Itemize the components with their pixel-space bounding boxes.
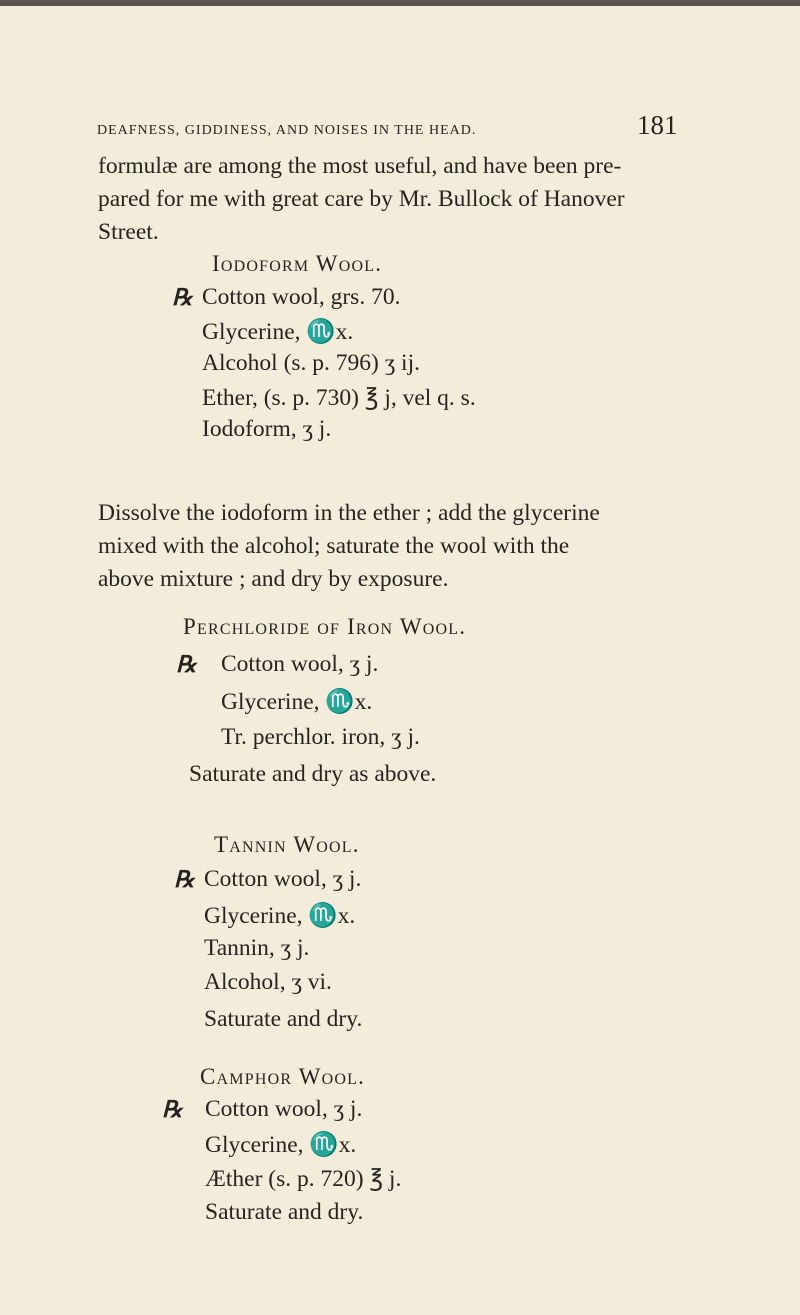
recipe-ingredient: Cotton wool, ʒ j. xyxy=(204,866,362,892)
recipe-ingredient: Glycerine, ♏x. xyxy=(221,689,373,715)
dissolve-paragraph xyxy=(98,497,708,596)
intro-line: formulæ are among the most useful, and have been pre- xyxy=(98,153,622,179)
camphor-rx-symbol: ℞ xyxy=(162,1097,183,1122)
recipe-ingredient: Cotton wool, ʒ j. xyxy=(221,651,379,677)
dissolve-line: Dissolve the iodoform in the ether ; add the glycerine xyxy=(98,500,600,526)
perchloride-rx-symbol: ℞ xyxy=(176,652,197,677)
iodoform-heading: Iodoform Wool. xyxy=(212,251,383,276)
perchloride-note: Saturate and dry as above. xyxy=(189,761,437,787)
tannin-heading: Tannin Wool. xyxy=(214,832,360,857)
recipe-ingredient: Cotton wool, grs. 70. xyxy=(202,284,401,310)
intro-line: pared for me with great care by Mr. Bullock of Hanover xyxy=(98,186,625,212)
dissolve-line: mixed with the alcohol; saturate the wool with the xyxy=(98,533,570,559)
camphor-heading: Camphor Wool. xyxy=(200,1064,366,1089)
intro-line: Street. xyxy=(98,219,159,245)
running-head xyxy=(97,110,697,140)
recipe-ingredient: Glycerine, ♏x. xyxy=(202,319,354,345)
recipe-ingredient: Alcohol (s. p. 796) ʒ ij. xyxy=(202,350,420,376)
recipe-ingredient: Tannin, ʒ j. xyxy=(204,935,310,961)
camphor-note: Saturate and dry. xyxy=(205,1199,364,1225)
recipe-ingredient: Glycerine, ♏x. xyxy=(205,1132,357,1158)
tannin-note: Saturate and dry. xyxy=(204,1006,363,1032)
recipe-ingredient: Cotton wool, ʒ j. xyxy=(205,1096,363,1122)
page-number: 181 xyxy=(637,110,678,140)
iodoform-rx-symbol: ℞ xyxy=(172,285,193,310)
recipe-ingredient: Æther (s. p. 720) ℥ j. xyxy=(205,1166,402,1192)
perchloride-heading: Perchloride of Iron Wool. xyxy=(183,614,467,639)
recipe-ingredient: Ether, (s. p. 730) ℥ j, vel q. s. xyxy=(202,385,476,411)
recipe-ingredient: Tr. perchlor. iron, ʒ j. xyxy=(221,724,420,750)
tannin-rx-symbol: ℞ xyxy=(174,867,195,892)
intro-paragraph xyxy=(98,150,708,249)
dissolve-line: above mixture ; and dry by exposure. xyxy=(98,566,449,592)
running-head-title: DEAFNESS, GIDDINESS, AND NOISES IN THE HEAD. xyxy=(97,123,477,138)
recipe-ingredient: Glycerine, ♏x. xyxy=(204,903,356,929)
recipe-ingredient: Iodoform, ʒ j. xyxy=(202,416,332,442)
recipe-ingredient: Alcohol, ʒ vi. xyxy=(204,969,332,995)
